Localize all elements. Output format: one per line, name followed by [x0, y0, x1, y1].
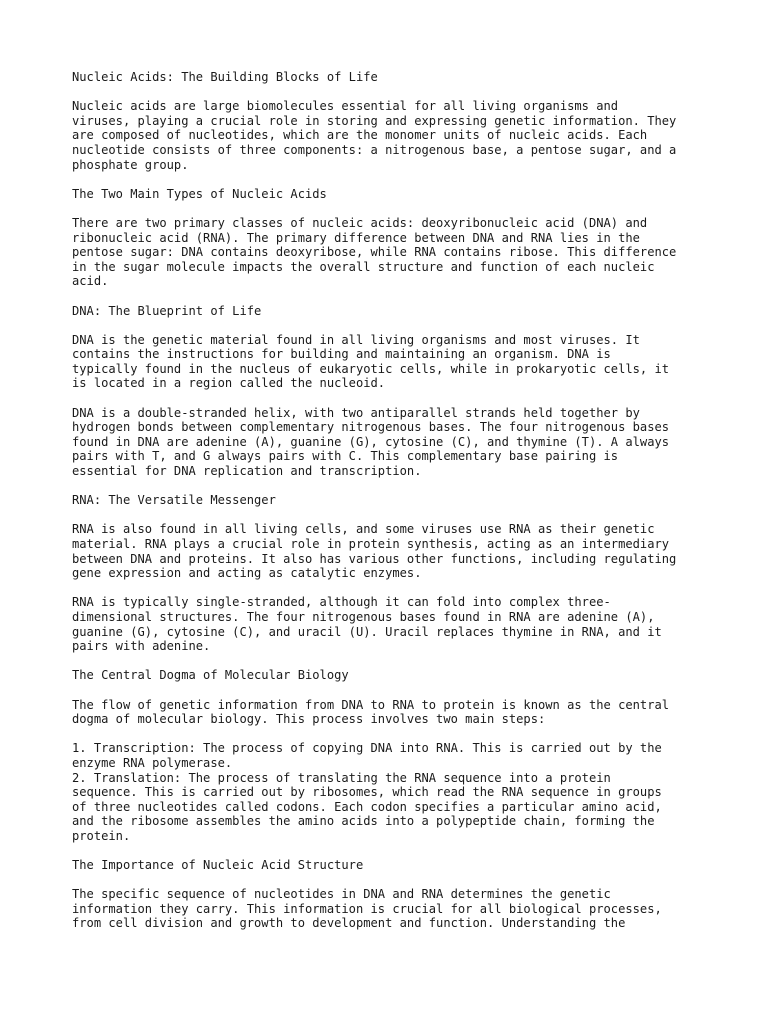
document-title: Nucleic Acids: The Building Blocks of Life: [72, 70, 378, 84]
section-heading-structure: The Importance of Nucleic Acid Structure: [72, 858, 364, 873]
document-page: [72, 70, 712, 946]
paragraph-types-1: There are two primary classes of nucleic acids: deoxyribonucleic acid (DNA) and ribonucleic acid (RNA). The primary difference between DNA and RNA lies in the pentose sugar: DNA contains deoxyribose, while RNA contains ribose. This difference in the sugar molecule impacts the overall structure and function of each nucleic acid.: [72, 215, 677, 289]
central-dogma-steps-list: [72, 741, 712, 843]
intro-paragraph: Nucleic acids are large biomolecules essential for all living organisms and viruses, playing a crucial role in storing and expressing genetic information. They are composed of nucleotides, which are the monomer units of nucleic acids. Each nucleotide consists of three components: a nitrogenous base, a pentose sugar, and a phosphate group.: [72, 99, 677, 172]
paragraph-rna-1: RNA is also found in all living cells, and some viruses use RNA as their genetic material. RNA plays a crucial role in protein synthesis, acting as an intermediary between DNA and proteins. It also has various other functions, including regulating gene expression and acting as catalytic enzymes.: [72, 522, 677, 581]
section-heading-central-dogma: The Central Dogma of Molecular Biology: [72, 668, 349, 683]
list-item-translation: 2. Translation: The process of translating the RNA sequence into a protein sequence. This is carried out by ribosomes, which read the RNA sequence in groups of three nucleotides called codons. Each codon specifies a particular amino acid, and the ribosome assembles the amino acids into a polypeptide chain, forming the protein.: [72, 770, 662, 843]
paragraph-dna-1: DNA is the genetic material found in all living organisms and most viruses. It contains the instructions for building and maintaining an organism. DNA is typically found in the nucleus of eukaryotic cells, while in prokaryotic cells, it is located in a region called the nucleoid.: [72, 332, 670, 391]
paragraph-rna-2: RNA is typically single-stranded, although it can fold into complex three- dimensional structures. The four nitrogenous bases found in RNA are adenine (A), guanine (G), cytosine (C), and uracil (U). Uracil replaces thymine in RNA, and it pairs with adenine.: [72, 595, 662, 654]
section-heading-dna: DNA: The Blueprint of Life: [72, 303, 262, 318]
paragraph-structure-1: The specific sequence of nucleotides in DNA and RNA determines the genetic information they carry. This information is crucial for all biological processes, from cell division and growth to development and function. Understanding the: [72, 887, 662, 931]
paragraph-central-dogma-1: The flow of genetic information from DNA to RNA to protein is known as the central dogma of molecular biology. This process involves two main steps:: [72, 697, 670, 727]
paragraph-dna-2: DNA is a double-stranded helix, with two antiparallel strands held together by hydrogen bonds between complementary nitrogenous bases. The four nitrogenous bases found in DNA are adenine (A), guanine (G), cytosine (C), and thymine (T). A always pairs with T, and G always pairs with C. This complementary base pairing is essential for DNA replication and transcription.: [72, 405, 670, 479]
list-item-transcription: 1. Transcription: The process of copying DNA into RNA. This is carried out by the enzyme RNA polymerase.: [72, 741, 662, 770]
section-heading-types: The Two Main Types of Nucleic Acids: [72, 186, 327, 201]
section-heading-rna: RNA: The Versatile Messenger: [72, 493, 276, 508]
